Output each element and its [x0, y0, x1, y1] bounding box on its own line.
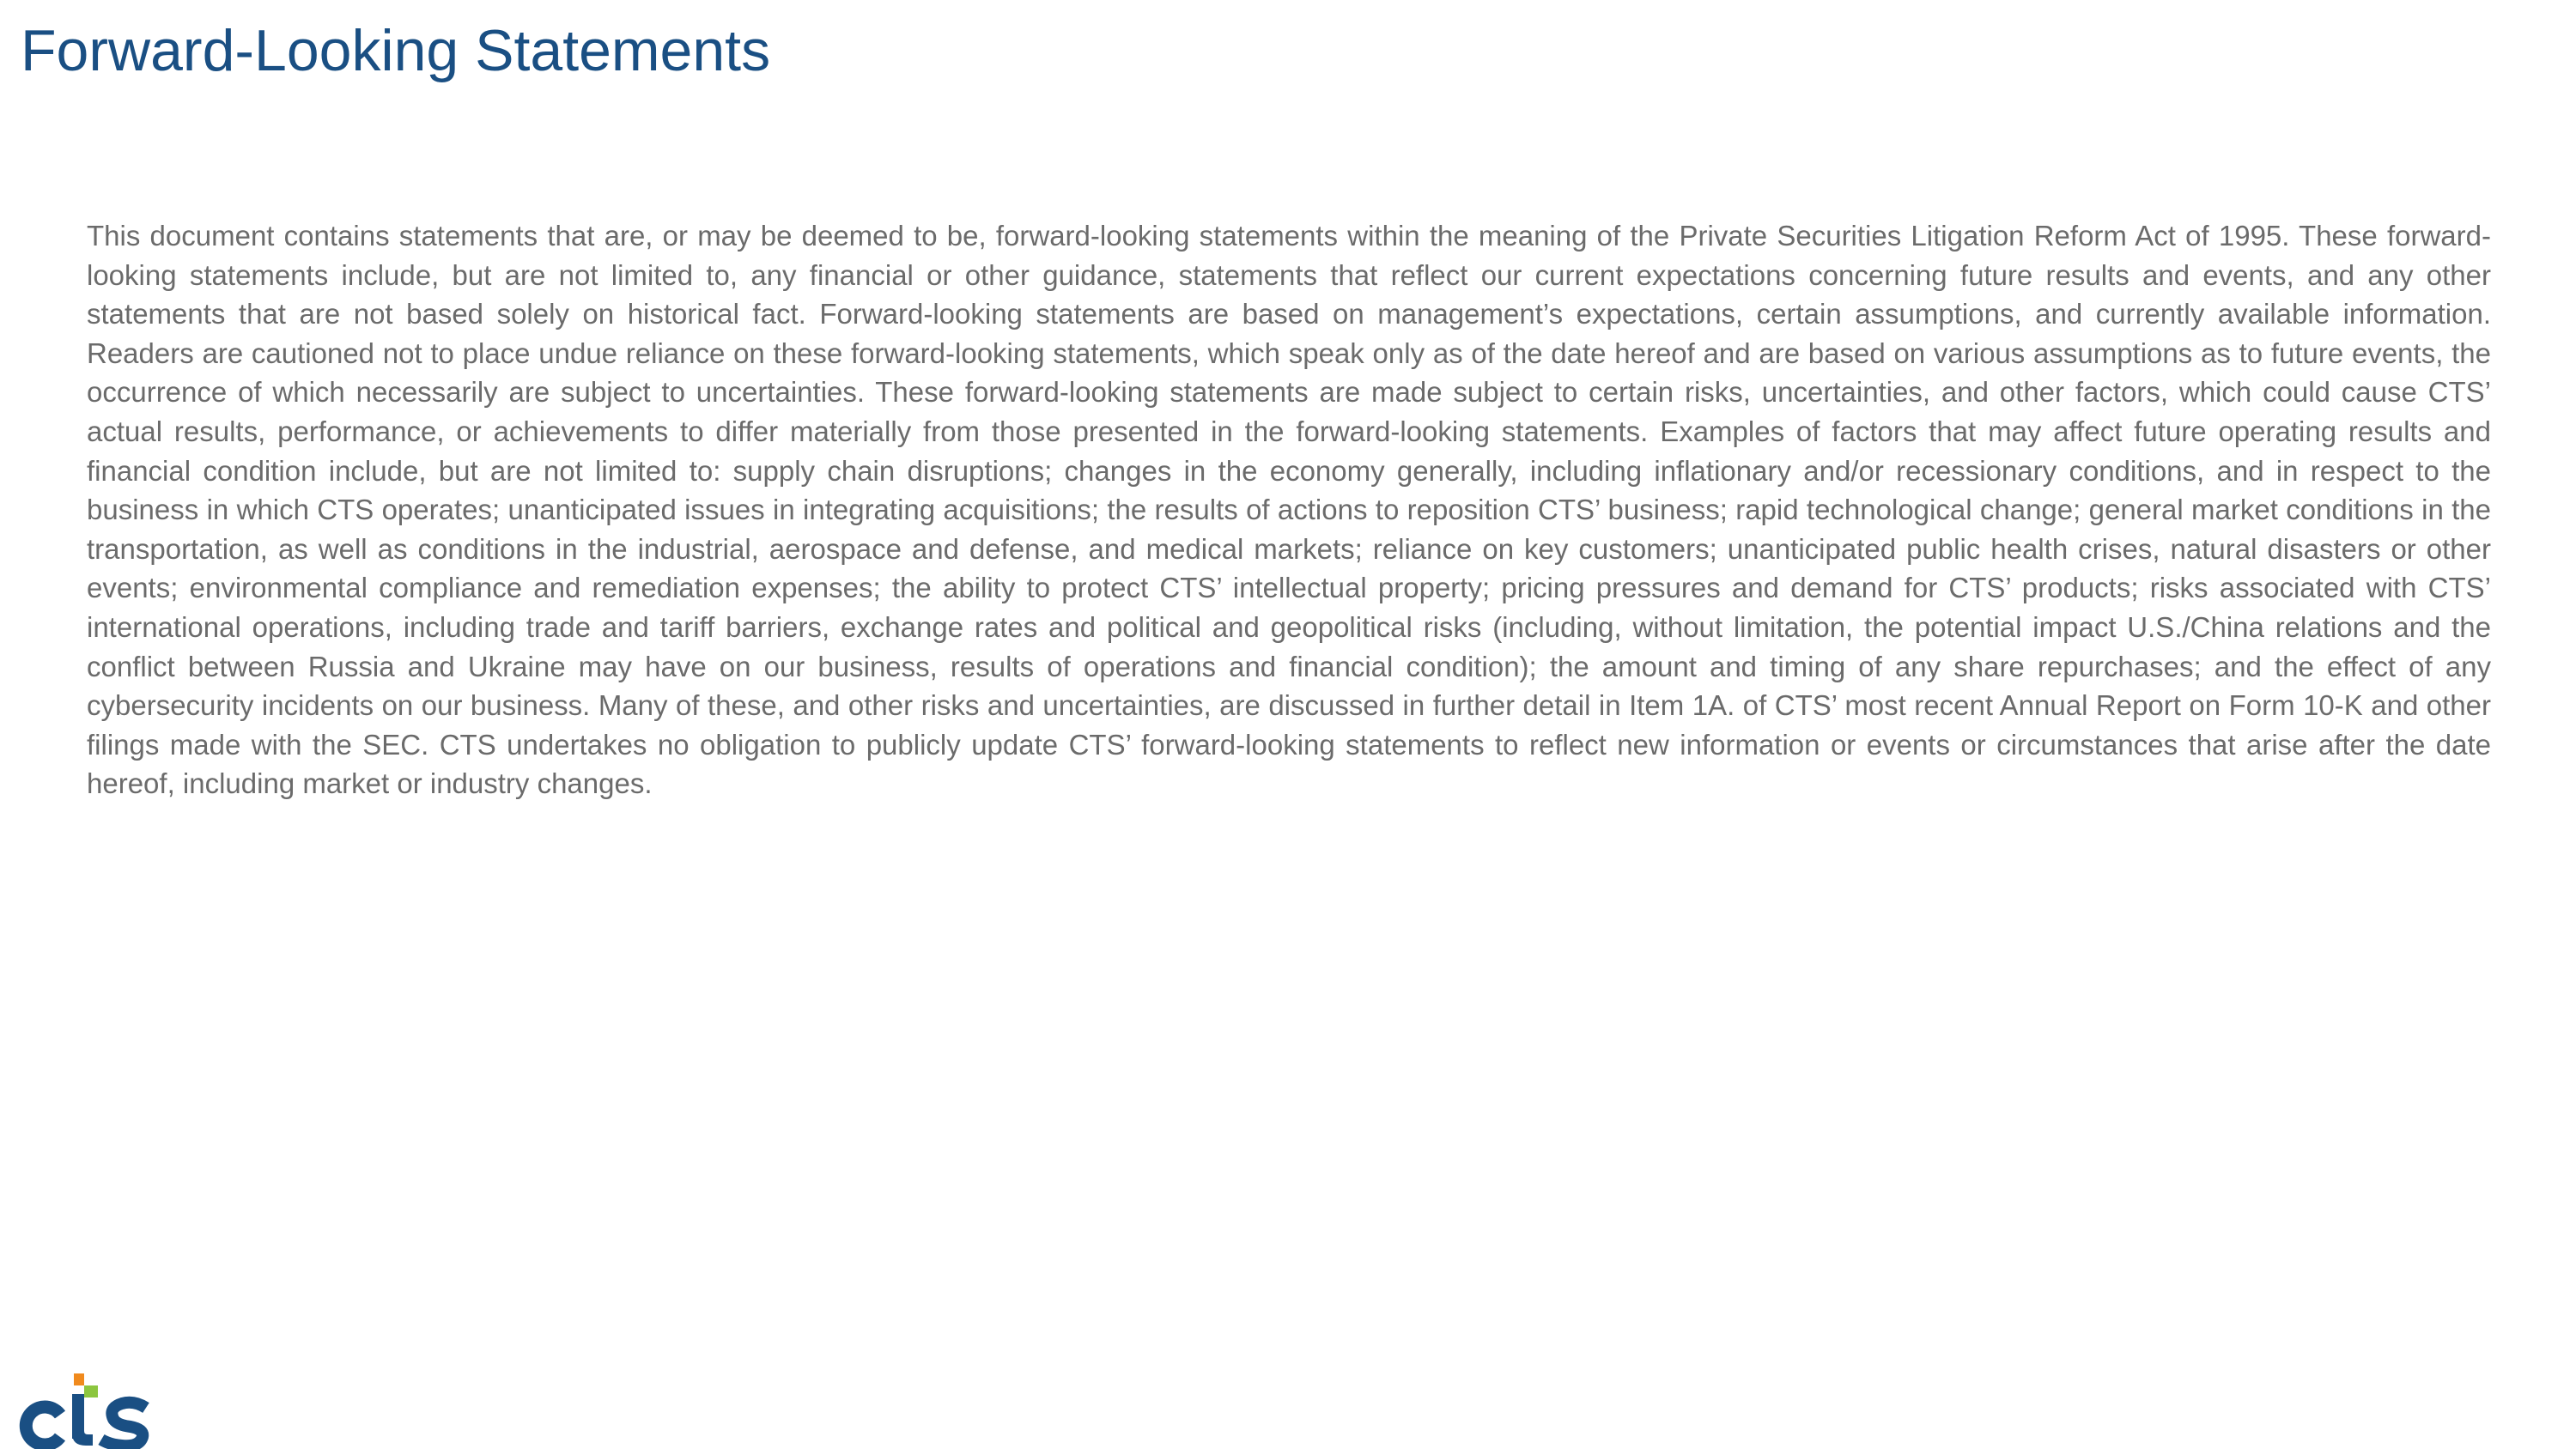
- slide-title: Forward-Looking Statements: [21, 18, 771, 83]
- disclaimer-paragraph: This document contains statements that are, or may be deemed to be, forward-looking statements within the meaning of the Private Securities Litigation Reform Act of 1995. These forward-looking statements include, but are not limited to, any financial or other guidance, statements that reflect our current expectations concerning future results and events, and any other statements that are not based solely on historical fact. Forward-looking statements are based on management’s expectations, certain assumptions, and currently available information. Readers are cautioned not to place undue reliance on these forward-looking statements, which speak only as of the date hereof and are based on various assumptions as to future events, the occurrence of which necessarily are subject to uncertainties. These forward-looking statements are made subject to certain risks, uncertainties, and other factors, which could cause CTS’ actual results, performance, or achievements to differ materially from those presented in the forward-looking statements. Examples of factors that may affect future operating results and financial condition include, but are not limited to: supply chain disruptions; changes in the economy generally, including inflationary and/or recessionary conditions, and in respect to the business in which CTS operates; unanticipated issues in integrating acquisitions; the results of actions to reposition CTS’ business; rapid technological change; general market conditions in the transportation, as well as conditions in the industrial, aerospace and defense, and medical markets; reliance on key customers; unanticipated public health crises, natural disasters or other events; environmental compliance and remediation expenses; the ability to protect CTS’ intellectual property; pricing pressures and demand for CTS’ products; risks associated with CTS’ international operations, including trade and tariff barriers, exchange rates and political and geopolitical risks (including, without limitation, the potential impact U.S./China relations and the conflict between Russia and Ukraine may have on our business, results of operations and financial condition); the amount and timing of any share repurchases; and the effect of any cybersecurity incidents on our business. Many of these, and other risks and uncertainties, are discussed in further detail in Item 1A. of CTS’ most recent Annual Report on Form 10-K and other filings made with the SEC. CTS undertakes no obligation to publicly update CTS’ forward-looking statements to reflect new information or events or circumstances that arise after the date hereof, including market or industry changes.: [87, 220, 2491, 800]
- logo-letter-c: [26, 1407, 60, 1445]
- logo-green-accent: [84, 1385, 98, 1397]
- cts-logo: [15, 1372, 153, 1449]
- logo-orange-accent: [74, 1373, 84, 1385]
- cts-logo-graphic: [15, 1372, 153, 1449]
- logo-letter-s: [101, 1403, 146, 1446]
- logo-letter-t-foot: [72, 1431, 93, 1446]
